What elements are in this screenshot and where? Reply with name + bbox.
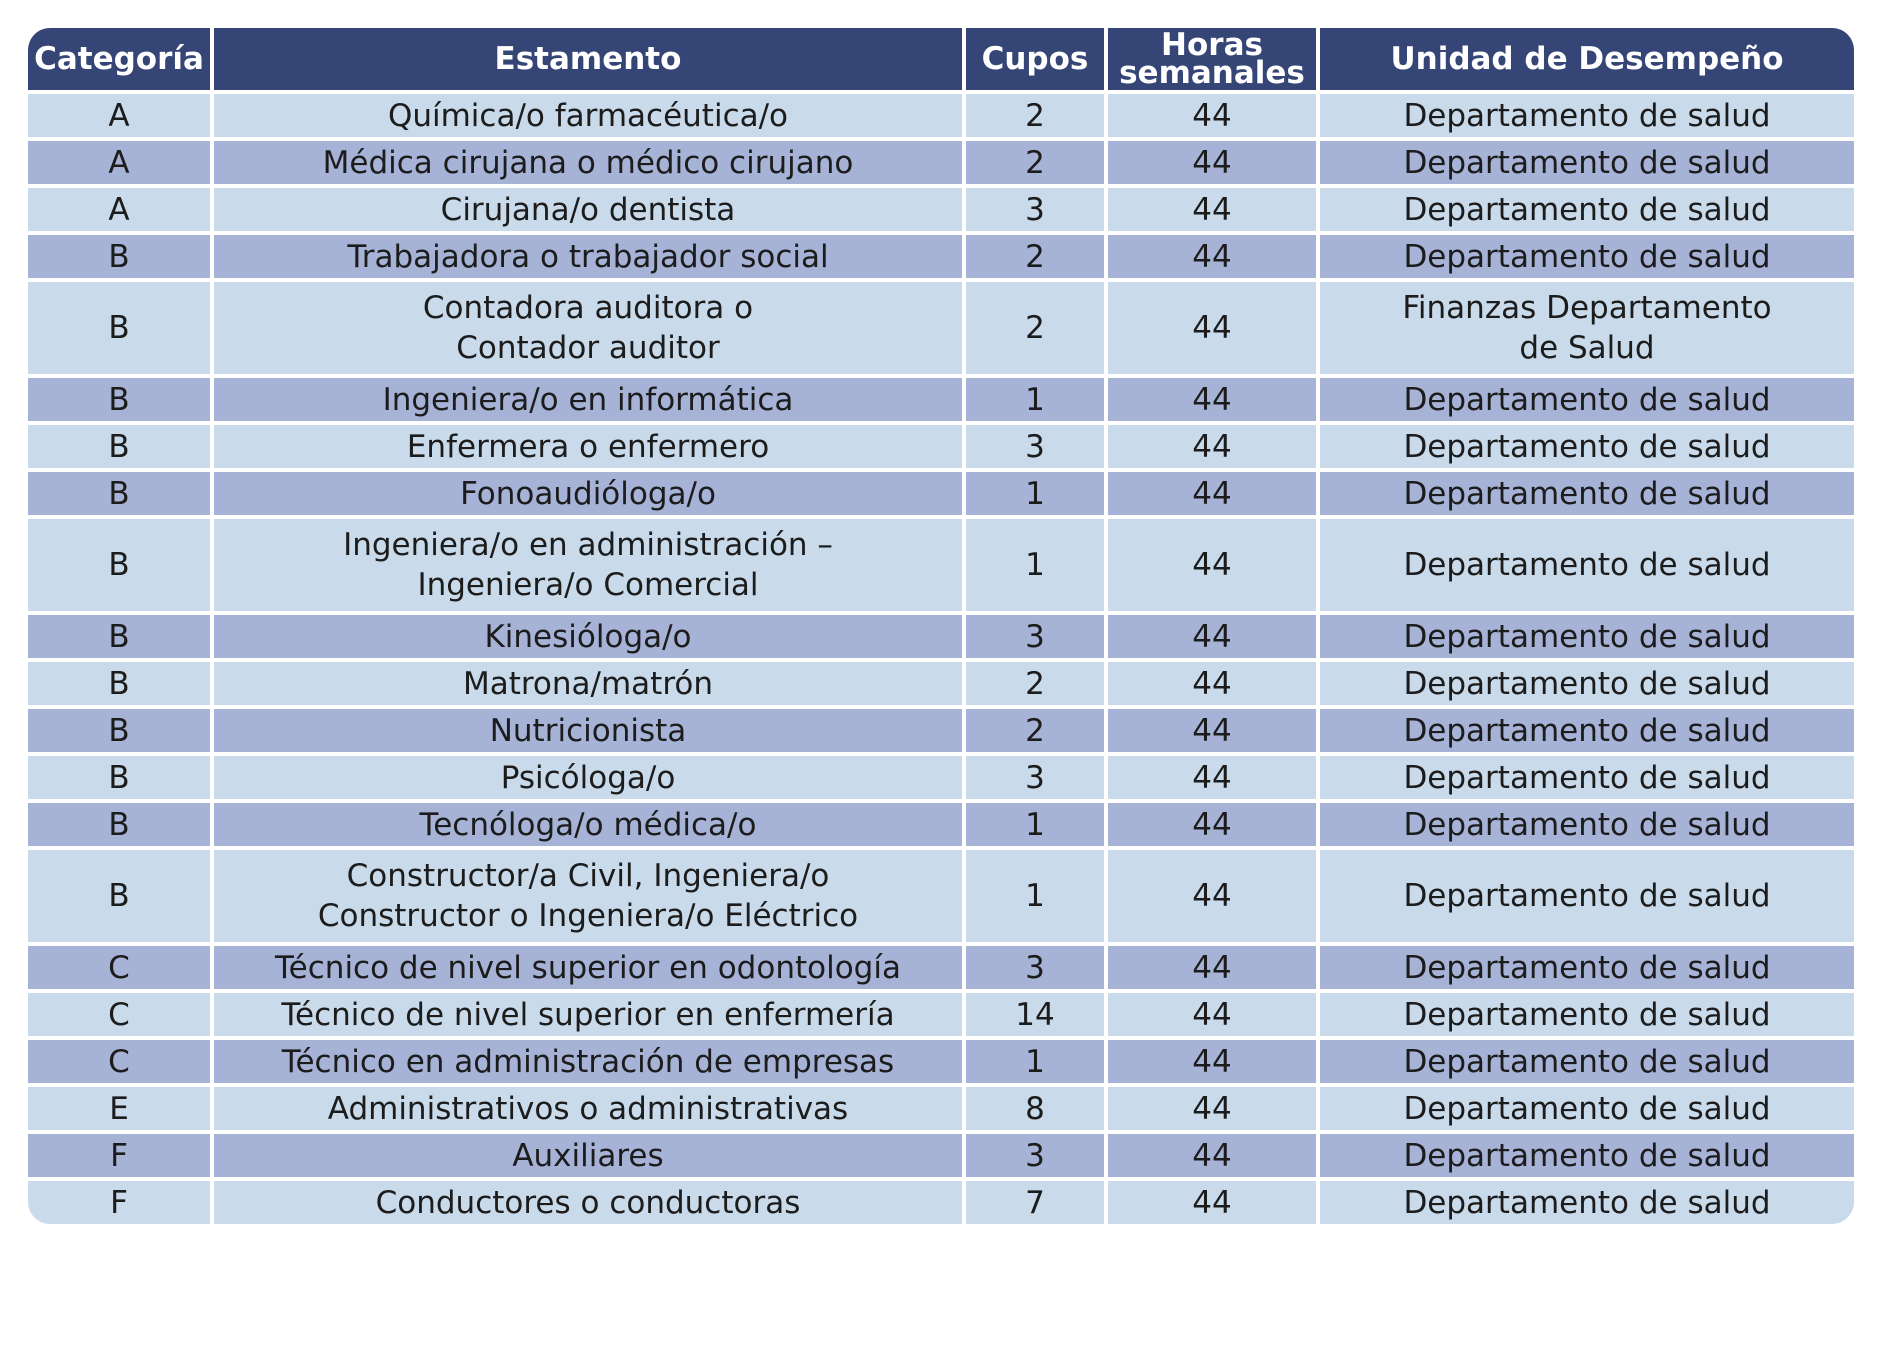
cell-cupos: 14	[964, 991, 1106, 1038]
cell-unidad	[1318, 280, 1854, 376]
cell-estamento-line: Kinesióloga/o	[484, 618, 692, 655]
table-row	[28, 186, 1854, 233]
cell-cupos: 3	[964, 1132, 1106, 1179]
cell-unidad-line: Departamento de salud	[1403, 1184, 1771, 1221]
table-row	[28, 517, 1854, 613]
cell-unidad-line: Departamento de salud	[1403, 547, 1771, 583]
cell-estamento	[212, 423, 964, 470]
table-row	[28, 848, 1854, 944]
cell-estamento	[212, 613, 964, 660]
table-row	[28, 1085, 1854, 1132]
cell-estamento	[212, 92, 964, 139]
table-row	[28, 233, 1854, 280]
cell-horas: 44	[1106, 92, 1318, 139]
cell-unidad	[1318, 848, 1854, 944]
cell-cupos: 1	[964, 517, 1106, 613]
cell-cupos: 3	[964, 754, 1106, 801]
cell-unidad	[1318, 1038, 1854, 1085]
cell-horas: 44	[1106, 848, 1318, 944]
cell-horas: 44	[1106, 707, 1318, 754]
table-row	[28, 376, 1854, 423]
cell-estamento-line: Ingeniera/o Comercial	[417, 567, 759, 603]
cell-unidad-line: Departamento de salud	[1403, 759, 1771, 796]
cell-horas: 44	[1106, 280, 1318, 376]
cell-estamento-line: Fonoaudióloga/o	[460, 475, 716, 512]
cell-unidad-line: Departamento de salud	[1403, 144, 1771, 181]
header-horas-line1: Horas	[1161, 28, 1263, 63]
cell-horas: 44	[1106, 1132, 1318, 1179]
table-body	[28, 92, 1854, 1224]
cell-categoria: B	[28, 233, 212, 280]
cell-categoria: B	[28, 848, 212, 944]
cell-horas: 44	[1106, 139, 1318, 186]
cell-estamento	[212, 754, 964, 801]
cell-estamento	[212, 470, 964, 517]
cell-unidad	[1318, 801, 1854, 848]
cell-cupos: 1	[964, 376, 1106, 423]
cell-unidad-line: Departamento de salud	[1403, 1043, 1771, 1080]
cell-unidad-line: Departamento de salud	[1403, 665, 1771, 702]
cell-unidad	[1318, 660, 1854, 707]
cell-categoria: B	[28, 613, 212, 660]
cell-estamento-line: Conductores o conductoras	[375, 1184, 801, 1221]
cell-unidad-line: Departamento de salud	[1403, 475, 1771, 512]
cell-unidad	[1318, 92, 1854, 139]
cell-categoria: B	[28, 754, 212, 801]
cell-unidad	[1318, 613, 1854, 660]
cell-estamento-line: Nutricionista	[489, 712, 687, 749]
cell-estamento-line: Tecnóloga/o médica/o	[419, 806, 757, 843]
cell-categoria: B	[28, 280, 212, 376]
cell-categoria: C	[28, 1038, 212, 1085]
cell-unidad-line: Departamento de salud	[1403, 712, 1771, 749]
header-cupos: Cupos	[964, 28, 1106, 92]
cell-horas: 44	[1106, 1179, 1318, 1224]
cell-unidad-line: Departamento de salud	[1403, 381, 1771, 418]
cell-cupos: 1	[964, 470, 1106, 517]
cell-estamento-line: Médica cirujana o médico cirujano	[322, 144, 854, 181]
table-row	[28, 423, 1854, 470]
cell-estamento-line: Matrona/matrón	[462, 665, 714, 702]
cell-cupos: 3	[964, 613, 1106, 660]
cell-categoria: E	[28, 1085, 212, 1132]
cell-categoria: B	[28, 660, 212, 707]
header-horas-semanales	[1106, 28, 1318, 92]
cell-unidad	[1318, 470, 1854, 517]
cell-estamento-line: Química/o farmacéutica/o	[387, 97, 789, 134]
cell-unidad	[1318, 754, 1854, 801]
table-row	[28, 139, 1854, 186]
cell-estamento-line: Cirujana/o dentista	[440, 191, 736, 228]
cell-estamento	[212, 991, 964, 1038]
cell-unidad	[1318, 707, 1854, 754]
table-row	[28, 470, 1854, 517]
cell-cupos: 7	[964, 1179, 1106, 1224]
cell-estamento-line: Técnico en administración de empresas	[281, 1043, 895, 1080]
cell-horas: 44	[1106, 186, 1318, 233]
cell-unidad-line: Departamento de salud	[1403, 238, 1771, 275]
cell-estamento-line: Contador auditor	[456, 330, 720, 366]
cell-estamento	[212, 707, 964, 754]
cell-cupos: 2	[964, 233, 1106, 280]
cell-categoria: B	[28, 470, 212, 517]
cell-estamento-line: Ingeniera/o en administración –	[343, 527, 833, 563]
cell-unidad-line: Departamento de salud	[1403, 191, 1771, 228]
cell-unidad	[1318, 991, 1854, 1038]
cell-unidad	[1318, 376, 1854, 423]
table-header-row	[28, 28, 1854, 92]
cell-horas: 44	[1106, 423, 1318, 470]
cell-categoria: B	[28, 423, 212, 470]
cell-horas: 44	[1106, 1038, 1318, 1085]
cell-estamento	[212, 801, 964, 848]
table-row	[28, 92, 1854, 139]
cell-estamento-line: Constructor o Ingeniera/o Eléctrico	[317, 898, 859, 934]
header-estamento: Estamento	[212, 28, 964, 92]
cell-unidad	[1318, 944, 1854, 991]
table-row	[28, 1179, 1854, 1224]
cell-categoria: B	[28, 517, 212, 613]
cell-unidad	[1318, 233, 1854, 280]
cell-estamento	[212, 1038, 964, 1085]
cell-estamento	[212, 944, 964, 991]
cell-horas: 44	[1106, 613, 1318, 660]
cell-cupos: 2	[964, 139, 1106, 186]
cell-categoria: A	[28, 186, 212, 233]
cell-estamento	[212, 280, 964, 376]
cell-categoria: F	[28, 1179, 212, 1224]
cell-horas: 44	[1106, 470, 1318, 517]
table-row	[28, 1132, 1854, 1179]
cell-categoria: A	[28, 139, 212, 186]
positions-table-container	[28, 28, 1854, 1224]
cell-horas: 44	[1106, 376, 1318, 423]
cell-cupos: 2	[964, 707, 1106, 754]
cell-horas: 44	[1106, 1085, 1318, 1132]
cell-categoria: C	[28, 944, 212, 991]
table-row	[28, 707, 1854, 754]
cell-unidad-line: de Salud	[1519, 330, 1655, 366]
cell-estamento-line: Administrativos o administrativas	[327, 1090, 849, 1127]
table-row	[28, 944, 1854, 991]
cell-estamento	[212, 1132, 964, 1179]
cell-horas: 44	[1106, 991, 1318, 1038]
cell-unidad-line: Departamento de salud	[1403, 618, 1771, 655]
cell-cupos: 2	[964, 280, 1106, 376]
cell-categoria: B	[28, 376, 212, 423]
cell-unidad	[1318, 423, 1854, 470]
table-row	[28, 754, 1854, 801]
cell-unidad-line: Departamento de salud	[1403, 1090, 1771, 1127]
cell-categoria: C	[28, 991, 212, 1038]
header-categoria: Categoría	[28, 28, 212, 92]
cell-horas: 44	[1106, 754, 1318, 801]
cell-unidad-line: Departamento de salud	[1403, 949, 1771, 986]
cell-categoria: B	[28, 801, 212, 848]
cell-unidad	[1318, 1132, 1854, 1179]
cell-estamento-line: Psicóloga/o	[500, 759, 676, 796]
cell-unidad-line: Departamento de salud	[1403, 806, 1771, 843]
header-unidad: Unidad de Desempeño	[1318, 28, 1854, 92]
cell-unidad	[1318, 186, 1854, 233]
cell-unidad-line: Departamento de salud	[1403, 428, 1771, 465]
cell-cupos: 8	[964, 1085, 1106, 1132]
table-row	[28, 613, 1854, 660]
table-row	[28, 1038, 1854, 1085]
cell-cupos: 2	[964, 92, 1106, 139]
cell-cupos: 3	[964, 186, 1106, 233]
cell-cupos: 3	[964, 423, 1106, 470]
cell-estamento	[212, 1085, 964, 1132]
cell-unidad-line: Departamento de salud	[1403, 97, 1771, 134]
cell-estamento	[212, 186, 964, 233]
table-row	[28, 801, 1854, 848]
cell-horas: 44	[1106, 801, 1318, 848]
positions-table	[28, 28, 1854, 1224]
header-horas-line2: semanales	[1119, 55, 1305, 91]
table-row	[28, 280, 1854, 376]
cell-estamento-line: Enfermera o enfermero	[406, 428, 770, 465]
cell-unidad-line: Departamento de salud	[1403, 1137, 1771, 1174]
cell-estamento-line: Técnico de nivel superior en odontología	[275, 949, 901, 986]
cell-unidad-line: Departamento de salud	[1403, 878, 1771, 914]
cell-estamento	[212, 376, 964, 423]
cell-cupos: 1	[964, 1038, 1106, 1085]
cell-estamento	[212, 660, 964, 707]
cell-estamento	[212, 139, 964, 186]
cell-estamento-line: Ingeniera/o en informática	[382, 381, 794, 418]
cell-unidad	[1318, 517, 1854, 613]
cell-estamento-line: Contadora auditora o	[422, 290, 754, 326]
cell-unidad	[1318, 1179, 1854, 1224]
cell-categoria: A	[28, 92, 212, 139]
cell-cupos: 3	[964, 944, 1106, 991]
cell-unidad	[1318, 1085, 1854, 1132]
cell-estamento-line: Constructor/a Civil, Ingeniera/o	[346, 858, 830, 894]
cell-estamento	[212, 233, 964, 280]
cell-cupos: 1	[964, 848, 1106, 944]
cell-estamento-line: Auxiliares	[512, 1137, 664, 1174]
cell-estamento	[212, 517, 964, 613]
cell-unidad-line: Finanzas Departamento	[1402, 290, 1772, 326]
cell-categoria: F	[28, 1132, 212, 1179]
cell-categoria: B	[28, 707, 212, 754]
cell-horas: 44	[1106, 660, 1318, 707]
cell-unidad	[1318, 139, 1854, 186]
cell-estamento	[212, 848, 964, 944]
cell-horas: 44	[1106, 233, 1318, 280]
cell-estamento-line: Técnico de nivel superior en enfermería	[281, 996, 895, 1033]
cell-horas: 44	[1106, 944, 1318, 991]
table-row	[28, 991, 1854, 1038]
cell-horas: 44	[1106, 517, 1318, 613]
cell-cupos: 1	[964, 801, 1106, 848]
cell-estamento	[212, 1179, 964, 1224]
cell-estamento-line: Trabajadora o trabajador social	[347, 238, 829, 275]
table-row	[28, 660, 1854, 707]
cell-cupos: 2	[964, 660, 1106, 707]
cell-unidad-line: Departamento de salud	[1403, 996, 1771, 1033]
